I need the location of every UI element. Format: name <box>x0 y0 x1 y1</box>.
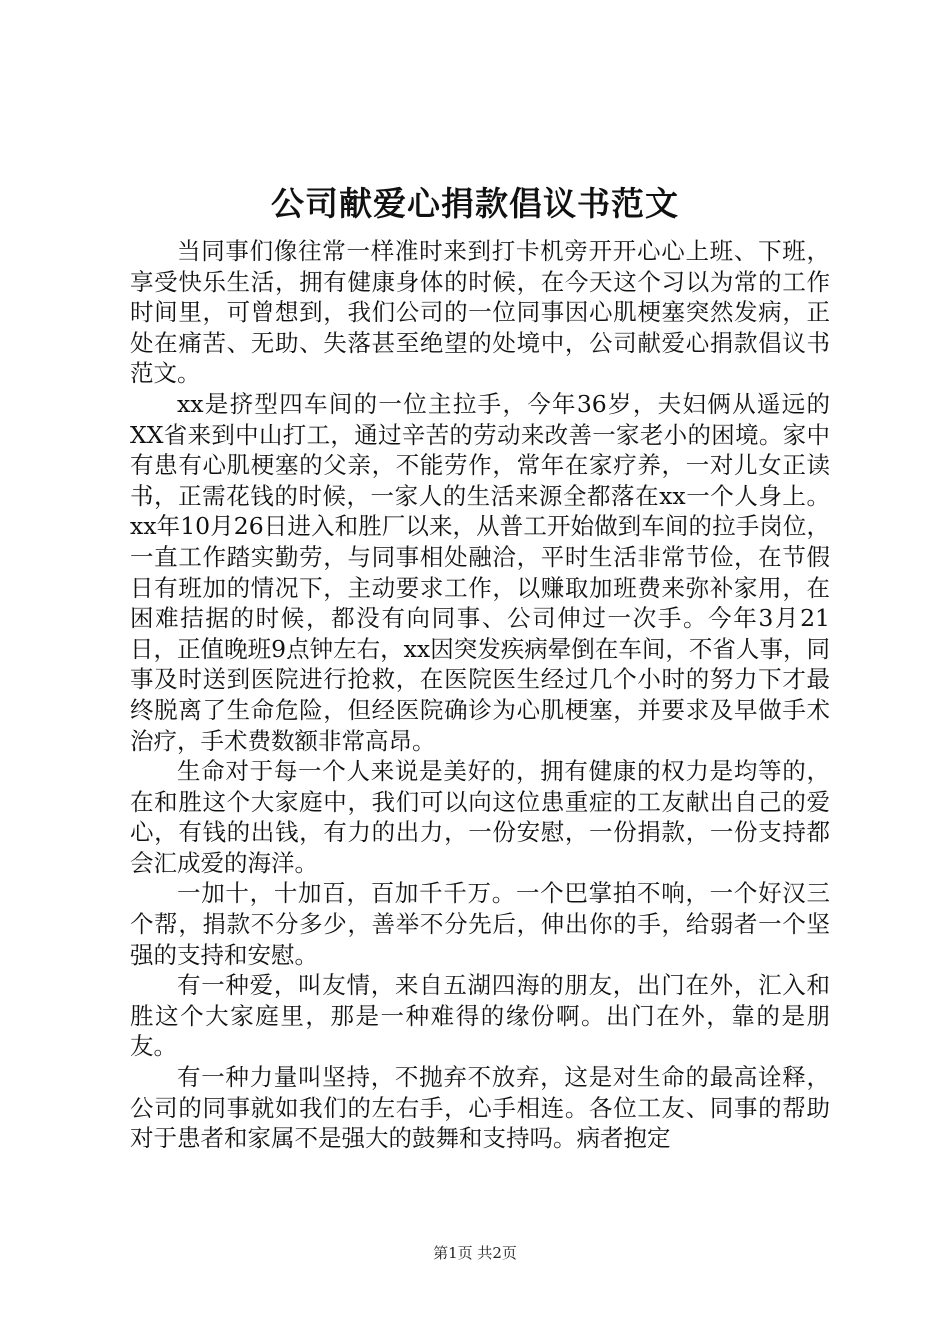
paragraph-4: 一加十，十加百，百加千千万。一个巴掌拍不响，一个好汉三个帮，捐款不分多少，善举不分先后，伸出你的手，给弱者一个坚强的支持和安慰。 <box>130 879 830 969</box>
paragraph-1: 当同事们像往常一样准时来到打卡机旁开开心心上班、下班，享受快乐生活，拥有健康身体的时候，在今天这个习以为常的工作时间里，可曾想到，我们公司的一位同事因心肌梗塞突然发病，正处在痛苦、无助、失落甚至绝望的处境中，公司献爱心捐款倡议书范文。 <box>130 237 830 388</box>
paragraph-6: 有一种力量叫坚持，不抛弃不放弃，这是对生命的最高诠释，公司的同事就如我们的左右手，心手相连。各位工友、同事的帮助对于患者和家属不是强大的鼓舞和支持吗。病者抱定 <box>130 1063 830 1153</box>
document-body <box>130 236 830 1154</box>
page-footer: 第1页 共2页 <box>433 1244 517 1262</box>
paragraph-3: 生命对于每一个人来说是美好的，拥有健康的权力是均等的，在和胜这个大家庭中，我们可以向这位患重症的工友献出自己的爱心，有钱的出钱，有力的出力，一份安慰，一份捐款，一份支持都会汇成爱的海洋。 <box>130 757 830 877</box>
paragraph-2: xx是挤型四车间的一位主拉手，今年36岁，夫妇俩从遥远的XX省来到中山打工，通过辛苦的劳动来改善一家老小的困境。家中有患有心肌梗塞的父亲，不能劳作，常年在家疗养，一对儿女正读书，正需花钱的时候，一家人的生活来源全都落在xx一个人身上。xx年10月26日进入和胜厂以来，从普工开始做到车间的拉手岗位，一直工作踏实勤劳，与同事相处融洽，平时生活非常节俭，在节假日有班加的情况下，主动要求工作，以赚取加班费来弥补家用，在困难拮据的时候，都没有向同事、公司伸过一次手。今年3月21日，正值晚班9点钟左右，xx因突发疾病晕倒在车间，不省人事，同事及时送到医院进行抢救，在医院医生经过几个小时的努力下才最终脱离了生命危险，但经医院确诊为心肌梗塞，并要求及早做手术治疗，手术费数额非常高昂。 <box>130 389 830 755</box>
document-title: 公司献爱心捐款倡议书范文 <box>271 184 679 223</box>
paragraph-5: 有一种爱，叫友情，来自五湖四海的朋友，出门在外，汇入和胜这个大家庭里，那是一种难得的缘份啊。出门在外，靠的是朋友。 <box>130 971 830 1061</box>
